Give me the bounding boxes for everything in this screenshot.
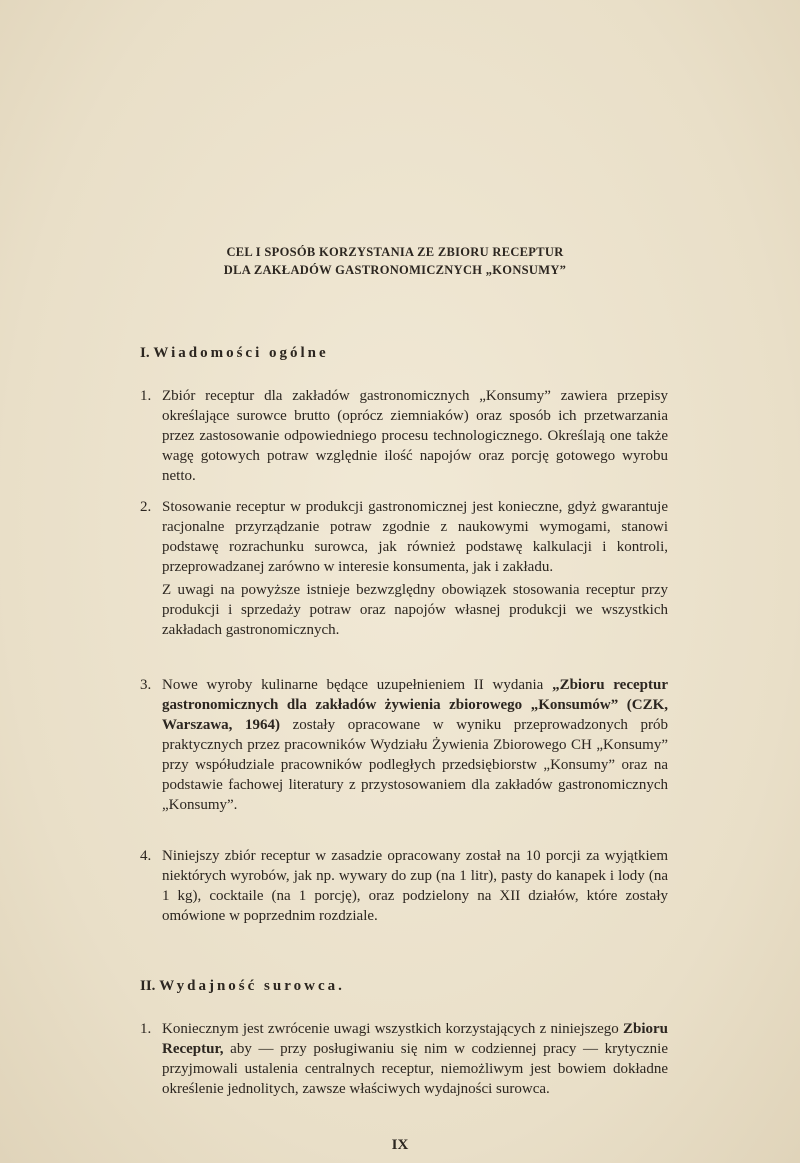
item-text: Zbiór receptur dla zakładów gastronomicznych „Konsumy” zawiera przepisy określające surowce brutto (oprócz ziemniaków) oraz sposób ich przetwarzania przez zastosowanie odpowiedniego procesu technologicznego. Określają one także wagę gotowych potraw względnie ilość napojów oraz porcję gotowego wyrobu netto. (162, 388, 668, 484)
section-1-item-2 (140, 497, 668, 640)
item-text: Stosowanie receptur w produkcji gastronomicznej jest konieczne, gdyż gwarantuje racjonalne przyrządzanie potraw zgodnie z naukowymi wymogami, stanowi podstawę rozrachunku surowca, jak również podstawę kalkulacji i kontroli, przeprowadzanej zarówno w interesie konsumenta, jak i zakładu. (162, 499, 668, 575)
item-text: Niniejszy zbiór receptur w zasadzie opracowany został na 10 porcji za wyjątkiem niektórych wyrobów, jak np. wywary do zup (na 1 litr), pasty do kanapek i lody (na 1 kg), cocktaile (na 1 porcję), oraz podzielony na XII działów, które zostały omówione w poprzednim rozdziale. (162, 848, 668, 924)
item-number: 2. (140, 499, 152, 515)
item-number: 1. (140, 1021, 152, 1037)
book-reference: Zbioru Receptur, (162, 1021, 668, 1057)
item-number: 4. (140, 848, 152, 864)
section-1-heading (140, 345, 329, 362)
item-text-pre: Nowe wyroby kulinarne będące uzupełnieniem II wydania (162, 677, 553, 693)
item-text-post: aby — przy posługiwaniu się nim w codziennej pracy — krytycznie przyjmowali ustalenia centralnych receptur, niemożliwym jest bowiem dokładne określenie jednolitych, zawsze właściwych wydajności surowca. (162, 1041, 668, 1097)
section-1-item-3 (140, 675, 668, 815)
section-2-numeral: II. (140, 978, 156, 994)
title-line-1: CEL I SPOSÓB KORZYSTANIA ZE ZBIORU RECEPTUR (226, 245, 564, 259)
item-text (162, 675, 668, 815)
section-1-item-4 (140, 846, 668, 926)
book-reference: „Zbioru receptur gastronomicznych dla zakładów żywienia zbiorowego „Konsumów” (CZK, Warszawa, 1964) (162, 677, 668, 733)
item-number: 1. (140, 388, 152, 404)
item-number: 3. (140, 677, 152, 693)
section-1-item-1 (140, 386, 668, 486)
document-title (150, 243, 640, 279)
item-text-pre: Koniecznym jest zwrócenie uwagi wszystkich korzystających z niniejszego (162, 1021, 623, 1037)
section-1-numeral: I. (140, 345, 150, 361)
section-2-label: Wydajność surowca. (159, 978, 345, 994)
section-1-label: Wiadomości ogólne (153, 345, 329, 361)
page-number: IX (391, 1137, 409, 1153)
item-text-continued: Z uwagi na powyższe istnieje bezwzględny obowiązek stosowania receptur przy produkcji i sprzedaży potraw oraz napojów własnej produkcji we wszystkich zakładach gastronomicznych. (162, 582, 668, 638)
title-line-2: DLA ZAKŁADÓW GASTRONOMICZNYCH „KONSUMY” (223, 263, 567, 277)
section-2-heading (140, 978, 345, 995)
item-text (162, 1019, 668, 1099)
item-text-post: zostały opracowane w wyniku przeprowadzonych prób praktycznych przez pracowników Wydziału Żywienia Zbiorowego CH „Konsumy” przy współudziale pracowników podległych przedsiębiorstw „Konsumy” oraz na podstawie fachowej literatury z przystosowaniem dla zakładów gastronomicznych „Konsumy”. (162, 717, 669, 813)
section-2-item-1 (140, 1019, 668, 1099)
